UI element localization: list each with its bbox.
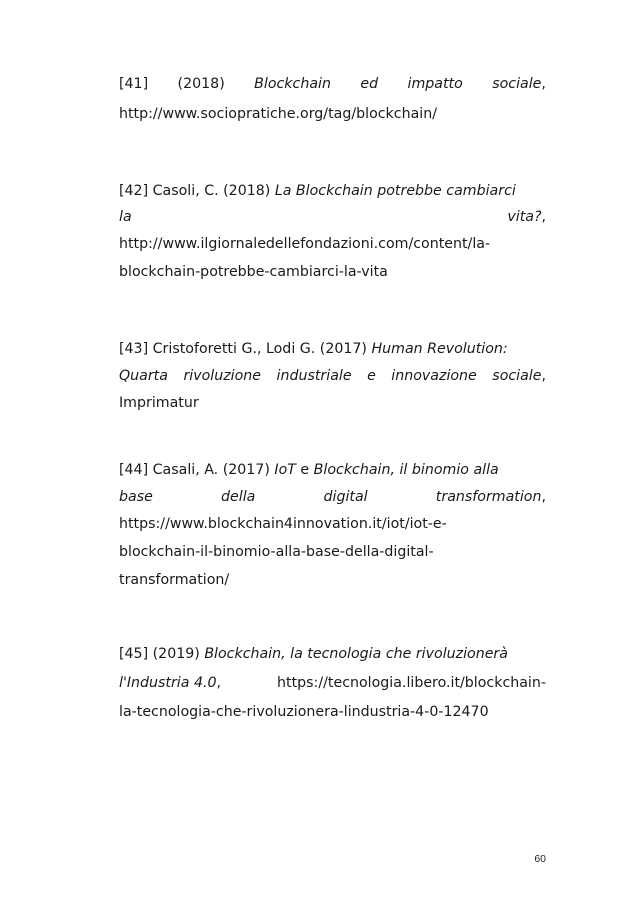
ref-44-title-word: della [221, 489, 256, 505]
ref-43-line-1 [119, 339, 546, 359]
ref-42-line-4 [119, 262, 546, 282]
ref-43-title-end: sociale, [492, 368, 546, 384]
ref-44-line-2 [119, 487, 546, 507]
ref-44-title-word: transformation [435, 489, 542, 505]
ref-41-title-word: ed [360, 76, 379, 92]
ref-42-author: [42] Casoli, C. (2018) [119, 183, 275, 199]
ref-43-line-2 [119, 366, 546, 386]
ref-41-number: [41] [119, 76, 149, 92]
ref-41-title-word: impatto [407, 76, 463, 92]
ref-42-title-cont: la [119, 209, 132, 225]
ref-41-url[interactable]: http://www.sociopratiche.org/tag/blockchain/ [119, 106, 437, 122]
ref-45-url[interactable]: https://tecnologia.libero.it/blockchain- [277, 675, 546, 691]
ref-41-line-1 [119, 74, 546, 94]
ref-43-title-word: Quarta [119, 368, 168, 384]
ref-43-title-word: e [367, 368, 376, 384]
ref-45-title-cont: l'Industria 4.0 [119, 675, 217, 691]
ref-45-year: [45] (2019) [119, 646, 205, 662]
ref-45-line-3 [119, 702, 546, 722]
ref-43-author: [43] Cristoforetti G., Lodi G. (2017) [119, 341, 372, 357]
ref-43-title-word: sociale [492, 368, 542, 384]
ref-44-title-b: Blockchain, il binomio alla [313, 462, 499, 478]
ref-42-line-1 [119, 181, 546, 201]
ref-42-line-3 [119, 234, 546, 254]
ref-45-url-cont[interactable]: la-tecnologia-che-rivoluzionera-lindustria-4-0-12470 [119, 704, 489, 720]
ref-44-title-a: IoT [274, 462, 296, 478]
ref-44-title-end: transformation, [435, 489, 546, 505]
ref-45-title: Blockchain, la tecnologia che rivoluzionerà [204, 646, 508, 662]
page-number: 60 [534, 853, 546, 865]
ref-45-title-end: l'Industria 4.0, [119, 675, 222, 691]
ref-41-year: (2018) [177, 76, 225, 92]
ref-41-line-2 [119, 104, 546, 124]
ref-42-url-cont[interactable]: blockchain-potrebbe-cambiarci-la-vita [119, 264, 388, 280]
ref-43-title-word: rivoluzione [183, 368, 262, 384]
ref-42-url[interactable]: http://www.ilgiornaledellefondazioni.com/content/la- [119, 236, 491, 252]
ref-43-publisher: Imprimatur [119, 395, 199, 411]
ref-42-title-cont: vita? [507, 209, 542, 225]
ref-44-url-cont[interactable]: blockchain-il-binomio-alla-base-della-digital- [119, 544, 434, 560]
ref-41-title-word: Blockchain [254, 76, 331, 92]
ref-44-line-5 [119, 570, 546, 590]
ref-44-line-1 [119, 460, 546, 480]
ref-45-line-2 [119, 673, 546, 693]
ref-43-title: Human Revolution: [371, 341, 508, 357]
ref-44-line-3 [119, 514, 546, 534]
ref-43-line-3 [119, 393, 546, 413]
ref-44-title-word: digital [323, 489, 368, 505]
ref-42-title: La Blockchain potrebbe cambiarci [274, 183, 516, 199]
ref-44-author: [44] Casali, A. (2017) [119, 462, 275, 478]
ref-44-line-4 [119, 542, 546, 562]
ref-44-title-mid: e [295, 462, 314, 478]
ref-44-title-word: base [119, 489, 153, 505]
ref-42-title-end: vita?, [507, 209, 546, 225]
ref-44-url[interactable]: https://www.blockchain4innovation.it/iot/iot-e- [119, 516, 447, 532]
ref-41-title-end: sociale, [492, 76, 546, 92]
ref-43-title-word: innovazione [391, 368, 477, 384]
ref-44-url-cont[interactable]: transformation/ [119, 572, 230, 588]
ref-43-title-word: industriale [276, 368, 352, 384]
ref-42-line-2 [119, 207, 546, 227]
ref-41-title-word: sociale [492, 76, 542, 92]
ref-45-line-1 [119, 644, 546, 664]
